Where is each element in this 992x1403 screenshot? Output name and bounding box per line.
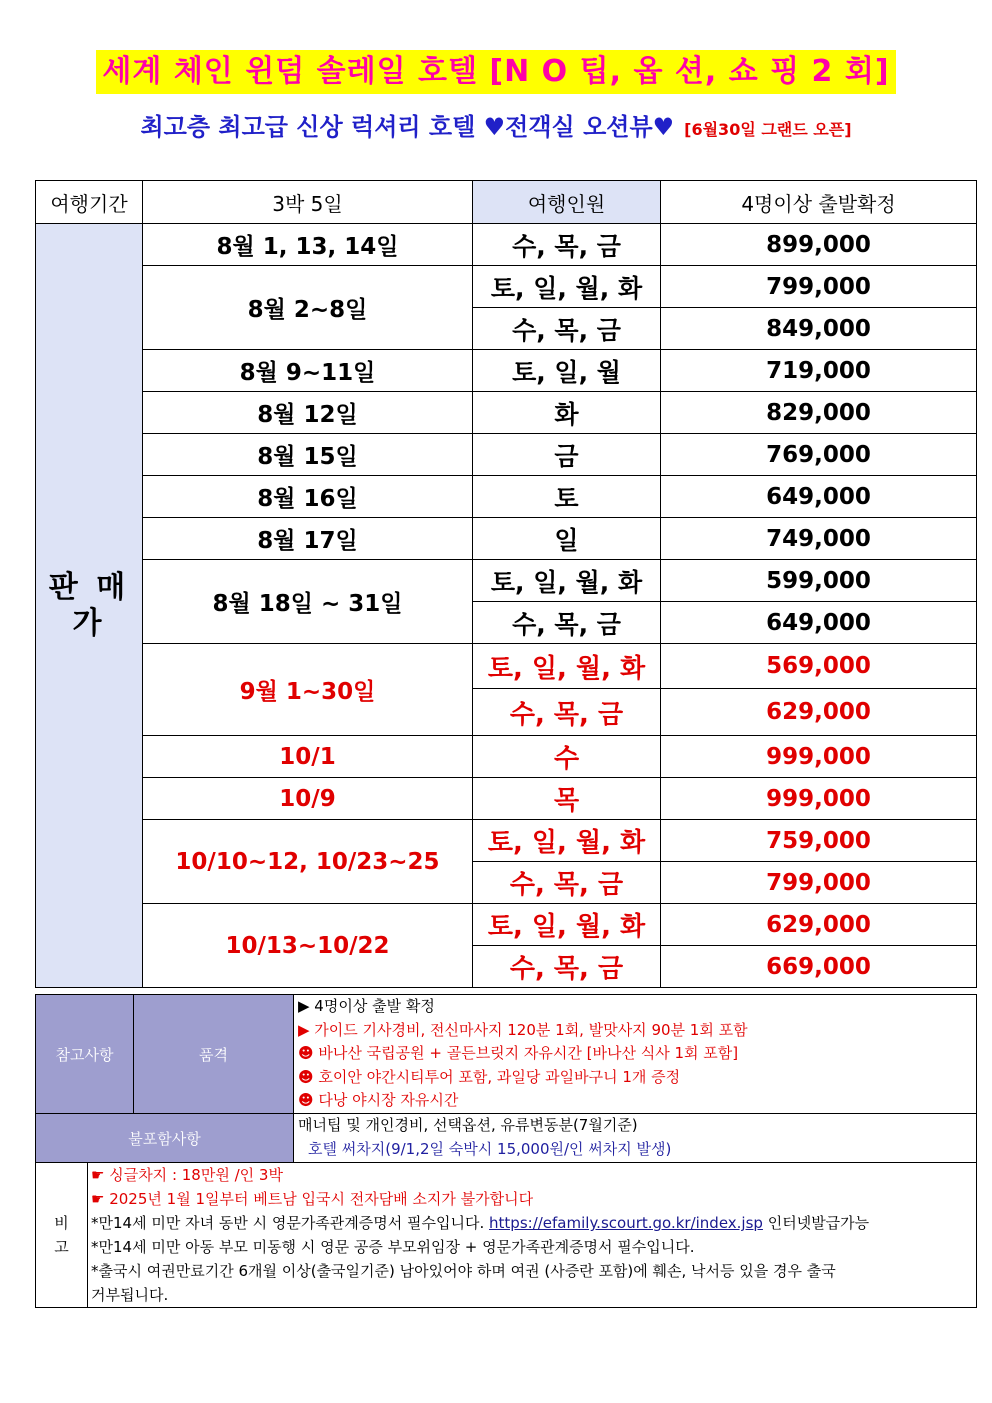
price-cell: 749,000: [661, 518, 977, 560]
header-row: [36, 181, 977, 224]
date-cell: 10/1: [143, 736, 473, 778]
date-cell: 10/13~10/22: [143, 904, 473, 988]
weekday-cell: 수, 목, 금: [473, 689, 661, 736]
excluded-line: 매너팁 및 개인경비, 선택옵션, 유류변동분(7월기준): [298, 1116, 638, 1135]
date-cell: 8월 17일: [143, 518, 473, 560]
price-cell: 999,000: [661, 778, 977, 820]
excluded-line: 호텔 써차지(9/1,2일 숙박시 15,000원/인 써차지 발생): [308, 1140, 672, 1158]
price-cell: 629,000: [661, 689, 977, 736]
date-cell: 10/9: [143, 778, 473, 820]
price-cell: 569,000: [661, 644, 977, 689]
price-cell: 649,000: [661, 602, 977, 644]
quality-label: 품격: [134, 995, 294, 1114]
remark-line: ☛ 2025년 1월 1일부터 베트남 입국시 전자담배 소지가 불가합니다: [91, 1190, 534, 1208]
remark-text: *만14세 미만 자녀 동반 시 영문가족관계증명서 필수입니다.: [91, 1214, 485, 1232]
weekday-cell: 수, 목, 금: [473, 946, 661, 988]
price-cell: 799,000: [661, 862, 977, 904]
weekday-cell: 수, 목, 금: [473, 224, 661, 266]
date-cell: 8월 1, 13, 14일: [143, 224, 473, 266]
price-cell: 799,000: [661, 266, 977, 308]
weekday-cell: 금: [473, 434, 661, 476]
note-line: ▶ 4명이상 출발 확정: [298, 997, 435, 1016]
note-line: ☻ 바나산 국립공원 + 골든브릿지 자유시간 [바나산 식사 1회 포함]: [298, 1044, 739, 1063]
excluded-cell: [294, 1114, 977, 1163]
price-cell: 599,000: [661, 560, 977, 602]
weekday-cell: 토, 일, 월, 화: [473, 266, 661, 308]
weekday-cell: 수, 목, 금: [473, 862, 661, 904]
date-cell: 10/10~12, 10/23~25: [143, 820, 473, 904]
note-line: ▶ 가이드 기사경비, 전신마사지 120분 1회, 발맛사지 90분 1회 포함: [298, 1020, 748, 1039]
notes-table: [35, 994, 977, 1308]
price-cell: 999,000: [661, 736, 977, 778]
remarks-label: [36, 1163, 88, 1308]
people-label: 여행인원: [473, 181, 661, 224]
price-cell: 759,000: [661, 820, 977, 862]
remark-line: *출국시 여권만료기간 6개월 이상(출국일기준) 남아있어야 하며 여권 (사증란 포함)에 훼손, 낙서등 있을 경우 출국: [91, 1262, 836, 1280]
weekday-cell: 토, 일, 월, 화: [473, 644, 661, 689]
weekday-cell: 토: [473, 476, 661, 518]
remarks-cell: [88, 1163, 977, 1308]
weekday-cell: 일: [473, 518, 661, 560]
price-cell: 719,000: [661, 350, 977, 392]
reference-label: 참고사항: [36, 995, 134, 1114]
subtitle-line: [0, 110, 992, 147]
price-table: [35, 180, 977, 988]
remark-line: [88, 1211, 976, 1235]
efamily-link[interactable]: https://efamily.scourt.go.kr/index.jsp: [489, 1214, 763, 1232]
price-cell: 899,000: [661, 224, 977, 266]
period-label: 여행기간: [36, 181, 143, 224]
price-cell: 829,000: [661, 392, 977, 434]
sale-price-label: 판 매 가: [36, 224, 143, 988]
date-cell: 9월 1~30일: [143, 644, 473, 736]
quality-cell: [294, 995, 977, 1114]
opening-note: [6월30일 그랜드 오픈]: [684, 120, 852, 139]
excluded-label: 불포함사항: [36, 1114, 294, 1163]
weekday-cell: 화: [473, 392, 661, 434]
note-line: ☻ 호이안 야간시티투어 포함, 과일당 과일바구니 1개 증정: [298, 1067, 681, 1086]
date-cell: 8월 18일 ~ 31일: [143, 560, 473, 644]
price-cell: 769,000: [661, 434, 977, 476]
subtitle: 최고층 최고급 신상 럭셔리 호텔 ♥전객실 오션뷰♥: [140, 113, 675, 141]
remark-line: 거부됩니다.: [91, 1286, 169, 1304]
weekday-cell: 목: [473, 778, 661, 820]
price-cell: 669,000: [661, 946, 977, 988]
note-line: ☻ 다낭 야시장 자유시간: [298, 1091, 459, 1110]
weekday-cell: 수, 목, 금: [473, 602, 661, 644]
weekday-cell: 수, 목, 금: [473, 308, 661, 350]
weekday-cell: 토, 일, 월, 화: [473, 560, 661, 602]
price-cell: 649,000: [661, 476, 977, 518]
date-cell: 8월 16일: [143, 476, 473, 518]
date-cell: 8월 12일: [143, 392, 473, 434]
date-cell: 8월 15일: [143, 434, 473, 476]
price-cell: 629,000: [661, 904, 977, 946]
remark-line: ☛ 싱글차지 : 18만원 /인 3박: [91, 1166, 283, 1184]
title-banner: [0, 50, 992, 94]
people-value: 4명이상 출발확정: [661, 181, 977, 224]
remark-text: 인터넷발급가능: [767, 1214, 870, 1232]
date-cell: 8월 2~8일: [143, 266, 473, 350]
weekday-cell: 토, 일, 월, 화: [473, 904, 661, 946]
weekday-cell: 수: [473, 736, 661, 778]
weekday-cell: 토, 일, 월: [473, 350, 661, 392]
page-title: 세계 체인 윈덤 솔레일 호텔 [N O 팁, 옵 션, 쇼 핑 2 회]: [96, 50, 895, 94]
price-cell: 849,000: [661, 308, 977, 350]
date-cell: 8월 9~11일: [143, 350, 473, 392]
weekday-cell: 토, 일, 월, 화: [473, 820, 661, 862]
remarks-label-text: 비 고: [54, 1214, 69, 1256]
remark-line: *만14세 미만 아동 부모 미동행 시 영문 공증 부모위임장 + 영문가족관계증명서 필수입니다.: [91, 1238, 695, 1256]
period-value: 3박 5일: [143, 181, 473, 224]
